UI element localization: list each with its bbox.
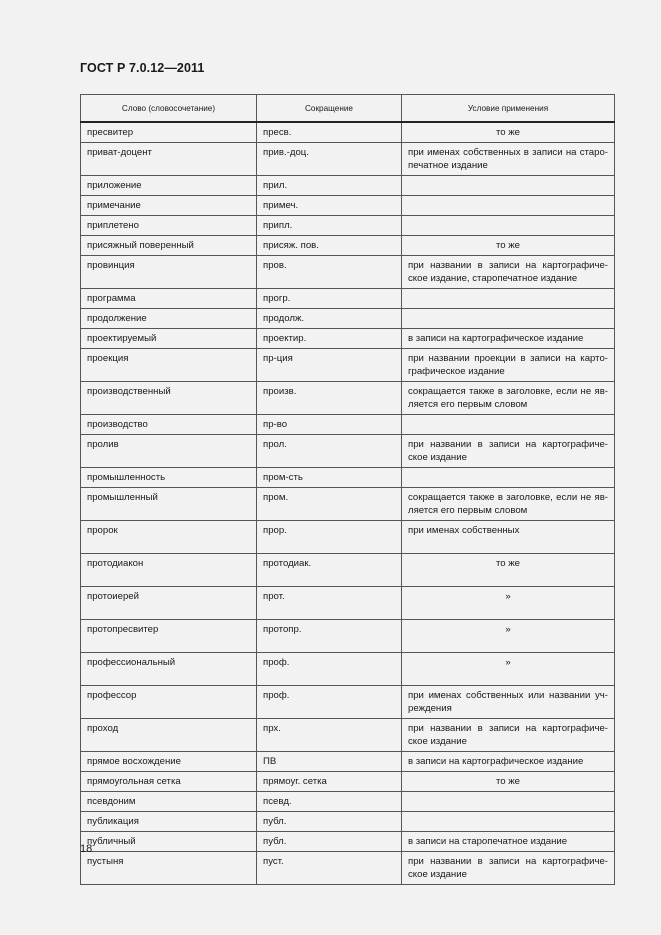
cell-abbreviation: продолж. bbox=[257, 309, 402, 329]
cell-word: псевдоним bbox=[81, 792, 257, 812]
cell-condition bbox=[402, 216, 615, 236]
cell-condition: » bbox=[402, 620, 615, 653]
table-row bbox=[81, 488, 615, 521]
cell-word: протопресвитер bbox=[81, 620, 257, 653]
cell-condition: в записи на картографическое издание bbox=[402, 329, 615, 349]
cell-abbreviation: пров. bbox=[257, 256, 402, 289]
cell-condition: при названии в записи на картографиче-ское издание, старопечатное издание bbox=[402, 256, 615, 289]
table-row bbox=[81, 329, 615, 349]
cell-word: прямоугольная сетка bbox=[81, 772, 257, 792]
table-row bbox=[81, 772, 615, 792]
document-header: ГОСТ Р 7.0.12—2011 bbox=[80, 61, 205, 75]
cell-condition bbox=[402, 309, 615, 329]
cell-word: примечание bbox=[81, 196, 257, 216]
cell-word: пресвитер bbox=[81, 122, 257, 143]
table-row bbox=[81, 349, 615, 382]
cell-condition bbox=[402, 468, 615, 488]
abbreviation-table bbox=[80, 94, 615, 885]
table-row bbox=[81, 752, 615, 772]
cell-word: профессор bbox=[81, 686, 257, 719]
table-row bbox=[81, 653, 615, 686]
cell-condition: при названии в записи на картографиче-ское издание bbox=[402, 852, 615, 885]
cell-abbreviation: псевд. bbox=[257, 792, 402, 812]
cell-word: протоиерей bbox=[81, 587, 257, 620]
cell-word: протодиакон bbox=[81, 554, 257, 587]
cell-abbreviation: публ. bbox=[257, 812, 402, 832]
cell-abbreviation: прив.-доц. bbox=[257, 143, 402, 176]
table-header-row bbox=[81, 95, 615, 123]
cell-abbreviation: протодиак. bbox=[257, 554, 402, 587]
cell-condition: то же bbox=[402, 122, 615, 143]
cell-condition: то же bbox=[402, 772, 615, 792]
column-header-word: Слово (словосочетание) bbox=[81, 95, 257, 123]
cell-condition: » bbox=[402, 653, 615, 686]
cell-condition: то же bbox=[402, 554, 615, 587]
cell-condition: в записи на старопечатное издание bbox=[402, 832, 615, 852]
cell-abbreviation: прх. bbox=[257, 719, 402, 752]
table-row bbox=[81, 468, 615, 488]
table-row bbox=[81, 686, 615, 719]
table-row bbox=[81, 382, 615, 415]
cell-word: производственный bbox=[81, 382, 257, 415]
cell-abbreviation: прил. bbox=[257, 176, 402, 196]
table-row bbox=[81, 587, 615, 620]
cell-word: провинция bbox=[81, 256, 257, 289]
table-row bbox=[81, 143, 615, 176]
cell-abbreviation: пром-сть bbox=[257, 468, 402, 488]
table-row bbox=[81, 309, 615, 329]
table-row bbox=[81, 521, 615, 554]
cell-word: производство bbox=[81, 415, 257, 435]
table-row bbox=[81, 122, 615, 143]
cell-word: приват-доцент bbox=[81, 143, 257, 176]
cell-condition: при именах собственных bbox=[402, 521, 615, 554]
table-row bbox=[81, 554, 615, 587]
table-row bbox=[81, 852, 615, 885]
cell-word: публичный bbox=[81, 832, 257, 852]
cell-condition bbox=[402, 176, 615, 196]
cell-condition bbox=[402, 812, 615, 832]
cell-abbreviation: произв. bbox=[257, 382, 402, 415]
cell-word: присяжный поверенный bbox=[81, 236, 257, 256]
cell-word: промышленность bbox=[81, 468, 257, 488]
cell-condition bbox=[402, 196, 615, 216]
table-body bbox=[81, 122, 615, 885]
cell-abbreviation: припл. bbox=[257, 216, 402, 236]
cell-abbreviation: проектир. bbox=[257, 329, 402, 349]
cell-condition: » bbox=[402, 587, 615, 620]
cell-word: профессиональный bbox=[81, 653, 257, 686]
cell-condition: сокращается также в заголовке, если не яв-ляется его первым словом bbox=[402, 488, 615, 521]
cell-abbreviation: ПВ bbox=[257, 752, 402, 772]
cell-condition bbox=[402, 415, 615, 435]
cell-condition: при названии проекции в записи на карто-графическое издание bbox=[402, 349, 615, 382]
page-number: 18 bbox=[80, 843, 93, 855]
cell-abbreviation: пуст. bbox=[257, 852, 402, 885]
table-row bbox=[81, 832, 615, 852]
cell-abbreviation: прол. bbox=[257, 435, 402, 468]
table-row bbox=[81, 216, 615, 236]
cell-abbreviation: прор. bbox=[257, 521, 402, 554]
cell-word: проектируемый bbox=[81, 329, 257, 349]
cell-word: прямое восхождение bbox=[81, 752, 257, 772]
table-row bbox=[81, 289, 615, 309]
cell-abbreviation: пр-ция bbox=[257, 349, 402, 382]
cell-condition: при названии в записи на картографиче-ское издание bbox=[402, 435, 615, 468]
cell-word: промышленный bbox=[81, 488, 257, 521]
cell-word: программа bbox=[81, 289, 257, 309]
cell-condition: при именах собственных или названии уч-реждения bbox=[402, 686, 615, 719]
table-row bbox=[81, 196, 615, 216]
column-header-abbreviation: Сокращение bbox=[257, 95, 402, 123]
cell-word: продолжение bbox=[81, 309, 257, 329]
table-row bbox=[81, 620, 615, 653]
cell-abbreviation: проф. bbox=[257, 653, 402, 686]
cell-word: проход bbox=[81, 719, 257, 752]
table-row bbox=[81, 236, 615, 256]
cell-condition: при названии в записи на картографиче-ское издание bbox=[402, 719, 615, 752]
cell-abbreviation: прямоуг. сетка bbox=[257, 772, 402, 792]
table-row bbox=[81, 435, 615, 468]
cell-word: проекция bbox=[81, 349, 257, 382]
cell-condition: сокращается также в заголовке, если не яв-ляется его первым словом bbox=[402, 382, 615, 415]
cell-abbreviation: пром. bbox=[257, 488, 402, 521]
table-row bbox=[81, 812, 615, 832]
cell-word: публикация bbox=[81, 812, 257, 832]
column-header-condition: Условие применения bbox=[402, 95, 615, 123]
cell-abbreviation: прот. bbox=[257, 587, 402, 620]
table-row bbox=[81, 176, 615, 196]
cell-abbreviation: пр-во bbox=[257, 415, 402, 435]
cell-condition: в записи на картографическое издание bbox=[402, 752, 615, 772]
cell-condition: то же bbox=[402, 236, 615, 256]
cell-abbreviation: примеч. bbox=[257, 196, 402, 216]
cell-word: приплетено bbox=[81, 216, 257, 236]
cell-abbreviation: присяж. пов. bbox=[257, 236, 402, 256]
table-row bbox=[81, 256, 615, 289]
cell-abbreviation: пресв. bbox=[257, 122, 402, 143]
cell-condition bbox=[402, 792, 615, 812]
table-row bbox=[81, 792, 615, 812]
cell-abbreviation: протопр. bbox=[257, 620, 402, 653]
table-row bbox=[81, 415, 615, 435]
cell-word: пустыня bbox=[81, 852, 257, 885]
cell-abbreviation: прогр. bbox=[257, 289, 402, 309]
cell-word: пророк bbox=[81, 521, 257, 554]
cell-condition: при именах собственных в записи на старо-печатное издание bbox=[402, 143, 615, 176]
cell-word: пролив bbox=[81, 435, 257, 468]
cell-abbreviation: публ. bbox=[257, 832, 402, 852]
cell-word: приложение bbox=[81, 176, 257, 196]
cell-condition bbox=[402, 289, 615, 309]
table-row bbox=[81, 719, 615, 752]
cell-abbreviation: проф. bbox=[257, 686, 402, 719]
